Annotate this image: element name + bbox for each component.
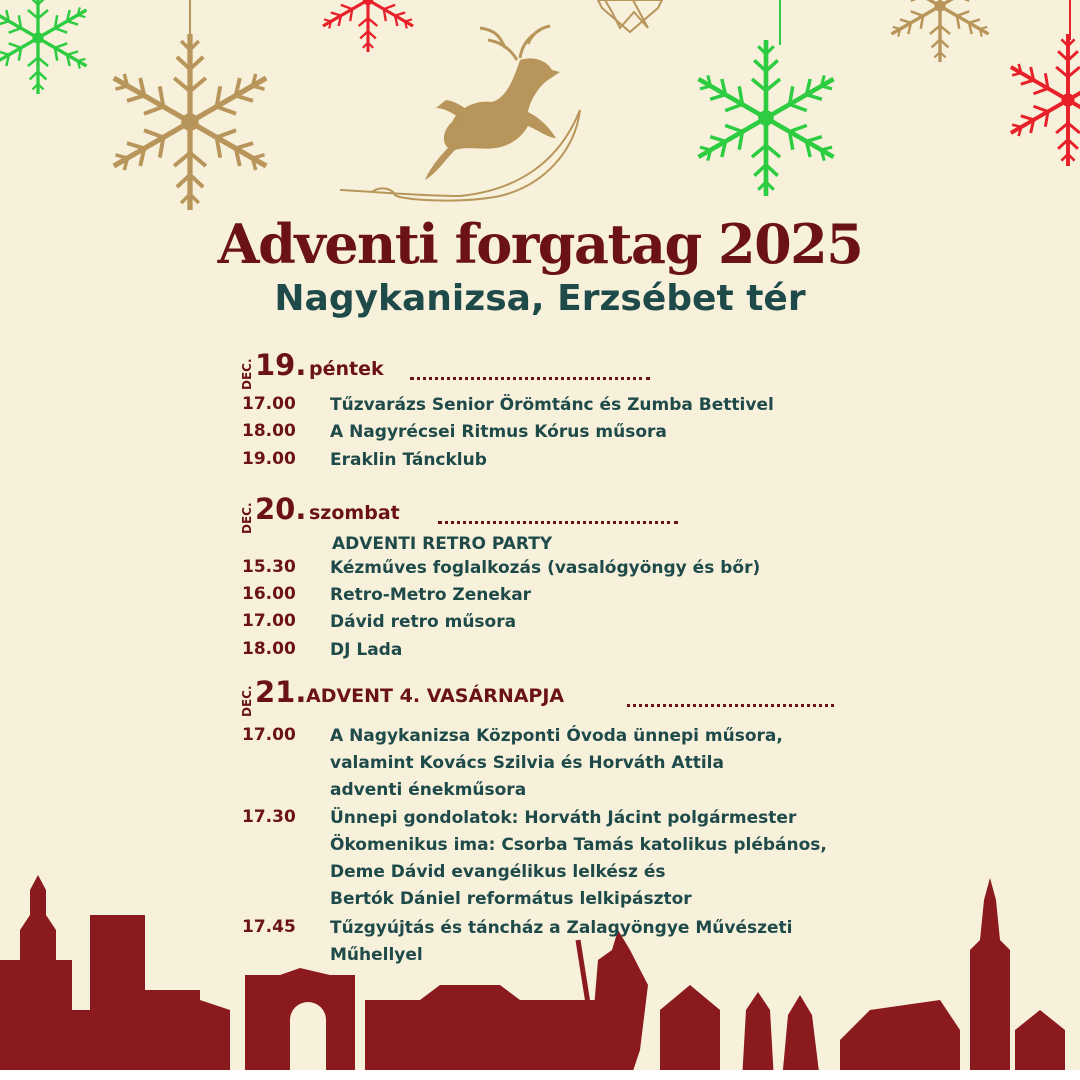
event-text: adventi énekműsora [330,780,527,800]
event-text: Tűzvarázs Senior Örömtánc és Zumba Bettivel [330,395,774,415]
event-time: 18.00 [242,639,296,659]
event-text: A Nagykanizsa Központi Óvoda ünnepi műsora, [330,726,783,746]
day-number: 21. [255,675,307,709]
day-name: szombat [309,502,400,524]
snow-ground-icon [0,1070,1080,1080]
day-number: 19. [255,348,307,382]
event-text: DJ Lada [330,640,403,660]
event-text: A Nagyrécsei Ritmus Kórus műsora [330,422,667,442]
svg-text:DEC.: DEC. [240,358,254,390]
event-text: Műhellyel [330,945,423,965]
event-time: 16.00 [242,584,296,604]
dotted-leader [438,521,678,524]
svg-text:DEC.: DEC. [240,685,254,717]
event-text: Ökomenikus ima: Csorba Tamás katolikus plébános, [330,835,827,855]
day-name: ADVENT 4. VASÁRNAPJA [306,685,565,707]
event-text: Kézműves foglalkozás (vasalógyöngy és bőr) [330,558,761,578]
snowflake-gold-topright-icon [886,0,993,62]
event-time: 17.30 [242,807,296,827]
event-time: 17.00 [242,725,296,745]
day-number: 20. [255,492,307,526]
poster-title: Adventi forgatag 2025 [217,212,863,276]
day-name: péntek [309,358,384,380]
event-time: 15.30 [242,557,296,577]
snowflake-red-top-icon [318,0,417,52]
reindeer-icon [340,26,580,201]
dotted-leader [627,704,834,707]
event-text: Bertók Dániel református lelkipásztor [330,889,692,909]
event-subheading: ADVENTI RETRO PARTY [332,534,553,554]
svg-text:DEC.: DEC. [240,502,254,534]
star-gold-icon [598,0,662,32]
event-time: 19.00 [242,449,296,469]
event-time: 17.00 [242,394,296,414]
event-time: 18.00 [242,421,296,441]
month-label-dec [238,679,254,719]
event-text: Deme Dávid evangélikus lelkész és [330,862,666,882]
event-text: Dávid retro műsora [330,612,517,632]
snowflake-green-topleft-icon [0,0,92,94]
month-label-dec [238,496,254,536]
snowflake-gold-left-icon [106,0,274,210]
snowflake-green-center-icon [691,0,840,196]
event-time: 17.00 [242,611,296,631]
event-time: 17.45 [242,917,296,937]
event-text: Tűzgyújtás és táncház a Zalagyöngye Művészeti [330,918,793,938]
snowflake-red-right-icon [1005,0,1080,166]
event-text: valamint Kovács Szilvia és Horváth Attila [330,753,724,773]
month-label-dec [238,352,254,392]
dotted-leader [410,377,650,380]
event-text: Retro-Metro Zenekar [330,585,532,605]
event-text: Ünnepi gondolatok: Horváth Jácint polgármester [330,808,797,828]
event-text: Eraklin Táncklub [330,450,487,470]
poster-subtitle: Nagykanizsa, Erzsébet tér [274,278,806,319]
